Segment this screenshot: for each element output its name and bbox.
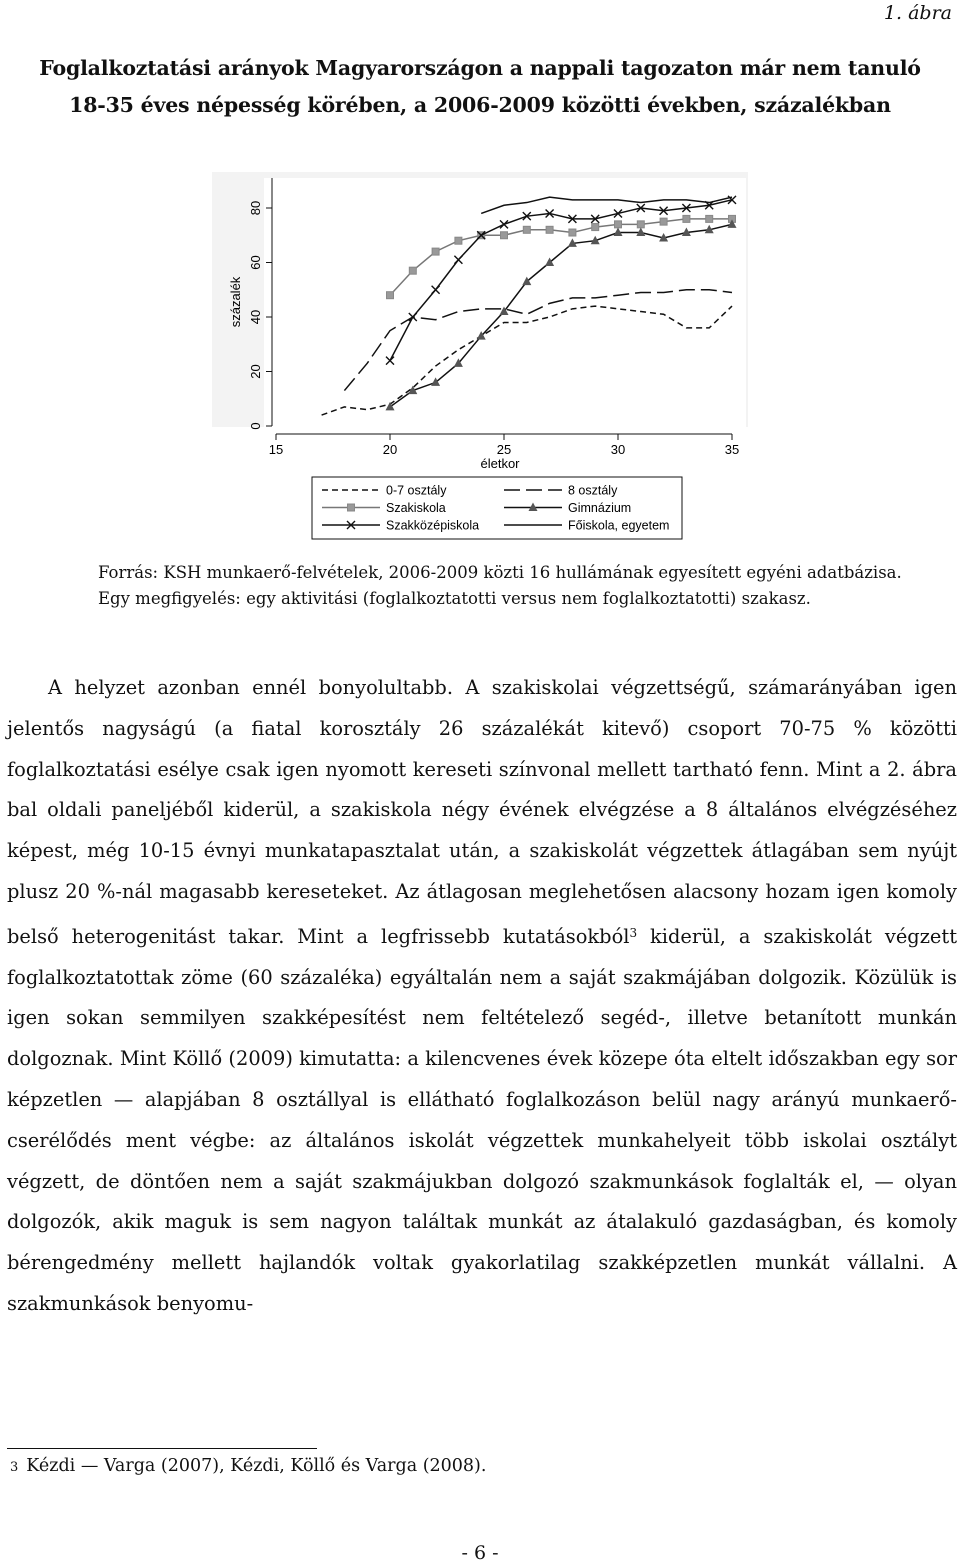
footnote bbox=[10, 1450, 486, 1484]
footnote-number: 3 bbox=[10, 1460, 19, 1475]
y-tick-label: 80 bbox=[248, 200, 263, 216]
figure-title-line-1: Foglalkoztatási arányok Magyarországon a nappali tagozaton már nem tanuló bbox=[39, 56, 921, 80]
y-tick-label: 20 bbox=[248, 364, 263, 379]
square-marker bbox=[387, 292, 394, 299]
figure-source bbox=[98, 560, 958, 612]
footnote-divider bbox=[7, 1448, 317, 1449]
square-marker bbox=[523, 226, 530, 233]
figure-title-line-2: 18-35 éves népesség körében, a 2006-2009 közötti években, százalékban bbox=[69, 93, 891, 117]
body-text-part-2: kiderül, a szakiskolát végzett foglalkoztatottak zöme (60 százaléka) egyáltalán nem a saját szakmájában dolgozik. Közülük is igen sokan semmilyen szakképesítést nem feltételező segéd-, illetve betanított munkán dolgoznak. Mint Köllő (2009) kimutatta: a kilencvenes évek közepe óta eltelt időszakban egy sor képzetlen — alapjában 8 osztállyal is ellátható foglalkozáson belül nagy arányú munkaerő-cserélődés ment végbe: az általános iskolát végzettek munkahelyeit több iskolai osztályt végzett, de döntően nem a saját szakmájukban dolgozó szakmunkások foglalták el, — olyan dolgozók, akik maguk is sem nagyon találtak munkát az átalakuló gazdaságban, és komoly bérengedmény mellett hajlandók voltak gyakorlatilag szakképzetlen munkát vállalni. A szakmunkások benyomu- bbox=[7, 924, 957, 1315]
y-tick-label: 60 bbox=[248, 255, 263, 270]
x-tick-label: 25 bbox=[496, 442, 512, 457]
square-marker bbox=[592, 224, 599, 231]
body-text-part-1: A helyzet azonban ennél bonyolultabb. A szakiskolai végzettségű, számarányában igen jelentős nagyságú (a fiatal korosztály 26 százalékát kitevő) csoport 70-75 % közötti foglalkoztatási esélye csak igen nyomott kereseti színvonal mellett tartható fenn. Mint a 2. ábra bal oldali paneljéből kiderül, a szakiskola négy évének elvégzése a 8 általános elvégzéséhez képest, még 10-15 évnyi munkatapasztalat után, a szakiskolát végzettek átlagában sem nyújt plusz 20 %-nál magasabb kereseteket. Az átlagosan meglehetősen alacsony hozam igen komoly belső heterogenitást takar. Mint a legfrissebb kutatásokból bbox=[7, 676, 957, 948]
source-line-1: Forrás: KSH munkaerő-felvételek, 2006-2009 közti 16 hullámának egyesített egyéni adatbázisa. bbox=[98, 563, 902, 582]
y-tick-label: 40 bbox=[248, 309, 263, 325]
square-marker bbox=[706, 215, 713, 222]
line-chart bbox=[212, 172, 748, 544]
square-marker bbox=[348, 504, 355, 511]
legend-entry: Főiskola, egyetem bbox=[568, 518, 670, 533]
y-tick-label: 0 bbox=[248, 422, 263, 430]
x-tick-label: 35 bbox=[724, 442, 740, 457]
x-tick-label: 30 bbox=[610, 442, 626, 457]
square-marker bbox=[660, 218, 667, 225]
figure-title bbox=[0, 50, 960, 124]
square-marker bbox=[615, 221, 622, 228]
body-paragraph bbox=[7, 668, 957, 1325]
legend-entry: Gimnázium bbox=[568, 501, 632, 515]
x-axis-label: életkor bbox=[480, 456, 520, 471]
square-marker bbox=[569, 229, 576, 236]
y-axis-label: százalék bbox=[228, 276, 243, 328]
square-marker bbox=[546, 226, 553, 233]
plot-area bbox=[264, 178, 746, 430]
figure-label: 1. ábra bbox=[883, 2, 952, 24]
source-line-2: Egy megfigyelés: egy aktivitási (foglalkoztatotti versus nem foglalkoztatotti) szakasz. bbox=[98, 589, 811, 608]
legend-entry: Szakközépiskola bbox=[386, 518, 480, 533]
square-marker bbox=[637, 221, 644, 228]
square-marker bbox=[432, 248, 439, 255]
footnote-text: Kézdi — Varga (2007), Kézdi, Köllő és Varga (2008). bbox=[26, 1456, 487, 1476]
x-tick-label: 15 bbox=[268, 442, 284, 457]
legend-entry: Szakiskola bbox=[386, 501, 446, 515]
x-tick-label: 20 bbox=[382, 442, 398, 457]
footnote-reference[interactable]: 3 bbox=[629, 925, 638, 940]
square-marker bbox=[501, 232, 508, 239]
page-number: - 6 - bbox=[461, 1542, 499, 1564]
legend-entry: 8 osztály bbox=[568, 483, 618, 498]
legend-entry: 0-7 osztály bbox=[386, 483, 447, 498]
square-marker bbox=[455, 237, 462, 244]
square-marker bbox=[683, 215, 690, 222]
square-marker bbox=[409, 267, 416, 274]
